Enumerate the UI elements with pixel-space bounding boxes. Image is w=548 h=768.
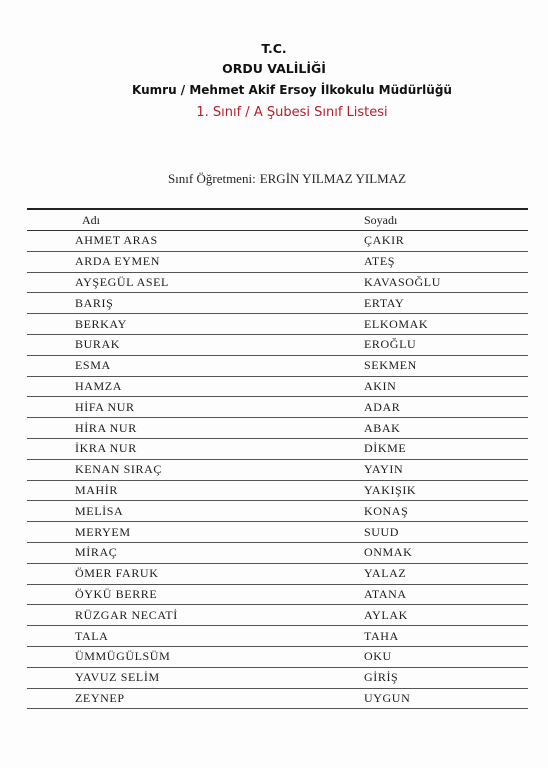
student-first-name: RÜZGAR NECATİ <box>27 605 364 626</box>
student-last-name: YAYIN <box>364 459 528 480</box>
student-first-name: ESMA <box>27 355 364 376</box>
table-row <box>27 688 528 709</box>
student-first-name: ÖMER FARUK <box>27 563 364 584</box>
header-governorship: ORDU VALİLİĞİ <box>222 61 326 76</box>
student-last-name: GİRİŞ <box>364 667 528 688</box>
student-last-name: EROĞLU <box>364 334 528 355</box>
student-first-name: BERKAY <box>27 314 364 335</box>
student-last-name: KAVASOĞLU <box>364 272 528 293</box>
student-first-name: TALA <box>27 626 364 647</box>
student-last-name: KONAŞ <box>364 501 528 522</box>
student-first-name: KENAN SIRAÇ <box>27 459 364 480</box>
student-first-name: AYŞEGÜL ASEL <box>27 272 364 293</box>
student-first-name: MERYEM <box>27 522 364 543</box>
student-first-name: MİRAÇ <box>27 542 364 563</box>
student-first-name: YAVUZ SELİM <box>27 667 364 688</box>
table-row <box>27 480 528 501</box>
student-first-name: AHMET ARAS <box>27 231 364 252</box>
student-first-name: HAMZA <box>27 376 364 397</box>
student-last-name: ELKOMAK <box>364 314 528 335</box>
table-row <box>27 334 528 355</box>
table-row <box>27 646 528 667</box>
student-last-name: OKU <box>364 646 528 667</box>
table-row <box>27 584 528 605</box>
student-first-name: BURAK <box>27 334 364 355</box>
student-first-name: ARDA EYMEN <box>27 251 364 272</box>
table-row <box>27 459 528 480</box>
teacher-line <box>0 171 548 187</box>
student-first-name: İKRA NUR <box>27 438 364 459</box>
student-first-name: HİFA NUR <box>27 397 364 418</box>
column-header-last-name: Soyadı <box>364 209 528 231</box>
table-row <box>27 501 528 522</box>
table-row <box>27 438 528 459</box>
student-last-name: ERTAY <box>364 293 528 314</box>
student-last-name: UYGUN <box>364 688 528 709</box>
student-last-name: ADAR <box>364 397 528 418</box>
table-row <box>27 251 528 272</box>
table-row <box>27 355 528 376</box>
student-last-name: YAKIŞIK <box>364 480 528 501</box>
student-first-name: ÜMMÜGÜLSÜM <box>27 646 364 667</box>
student-last-name: YALAZ <box>364 563 528 584</box>
column-header-first-name: Adı <box>27 209 364 231</box>
table-row <box>27 563 528 584</box>
table-row <box>27 542 528 563</box>
student-first-name: ZEYNEP <box>27 688 364 709</box>
teacher-name: ERGİN YILMAZ YILMAZ <box>259 171 407 186</box>
student-first-name: MAHİR <box>27 480 364 501</box>
student-last-name: ATANA <box>364 584 528 605</box>
student-last-name: DİKME <box>364 438 528 459</box>
student-last-name: TAHA <box>364 626 528 647</box>
table-row <box>27 376 528 397</box>
teacher-label: Sınıf Öğretmeni: <box>167 171 256 186</box>
student-first-name: BARIŞ <box>27 293 364 314</box>
table-row <box>27 397 528 418</box>
table-header-row <box>27 209 528 231</box>
table-row <box>27 522 528 543</box>
header-tc: T.C. <box>261 41 287 56</box>
table-row <box>27 418 528 439</box>
student-table <box>27 208 528 709</box>
table-row <box>27 293 528 314</box>
student-last-name: ÇAKIR <box>364 231 528 252</box>
table-row <box>27 272 528 293</box>
table-row <box>27 667 528 688</box>
student-last-name: SUUD <box>364 522 528 543</box>
table-body <box>27 231 528 709</box>
table-row <box>27 231 528 252</box>
student-last-name: ATEŞ <box>364 251 528 272</box>
student-last-name: AYLAK <box>364 605 528 626</box>
table-row <box>27 314 528 335</box>
table-row <box>27 626 528 647</box>
student-first-name: HİRA NUR <box>27 418 364 439</box>
student-last-name: ABAK <box>364 418 528 439</box>
table-row <box>27 605 528 626</box>
student-first-name: ÖYKÜ BERRE <box>27 584 364 605</box>
header-school: Kumru / Mehmet Akif Ersoy İlkokulu Müdürlüğü <box>132 83 452 97</box>
student-first-name: MELİSA <box>27 501 364 522</box>
student-last-name: SEKMEN <box>364 355 528 376</box>
student-last-name: AKIN <box>364 376 528 397</box>
header-class-list-title: 1. Sınıf / A Şubesi Sınıf Listesi <box>196 105 388 120</box>
student-last-name: ONMAK <box>364 542 528 563</box>
